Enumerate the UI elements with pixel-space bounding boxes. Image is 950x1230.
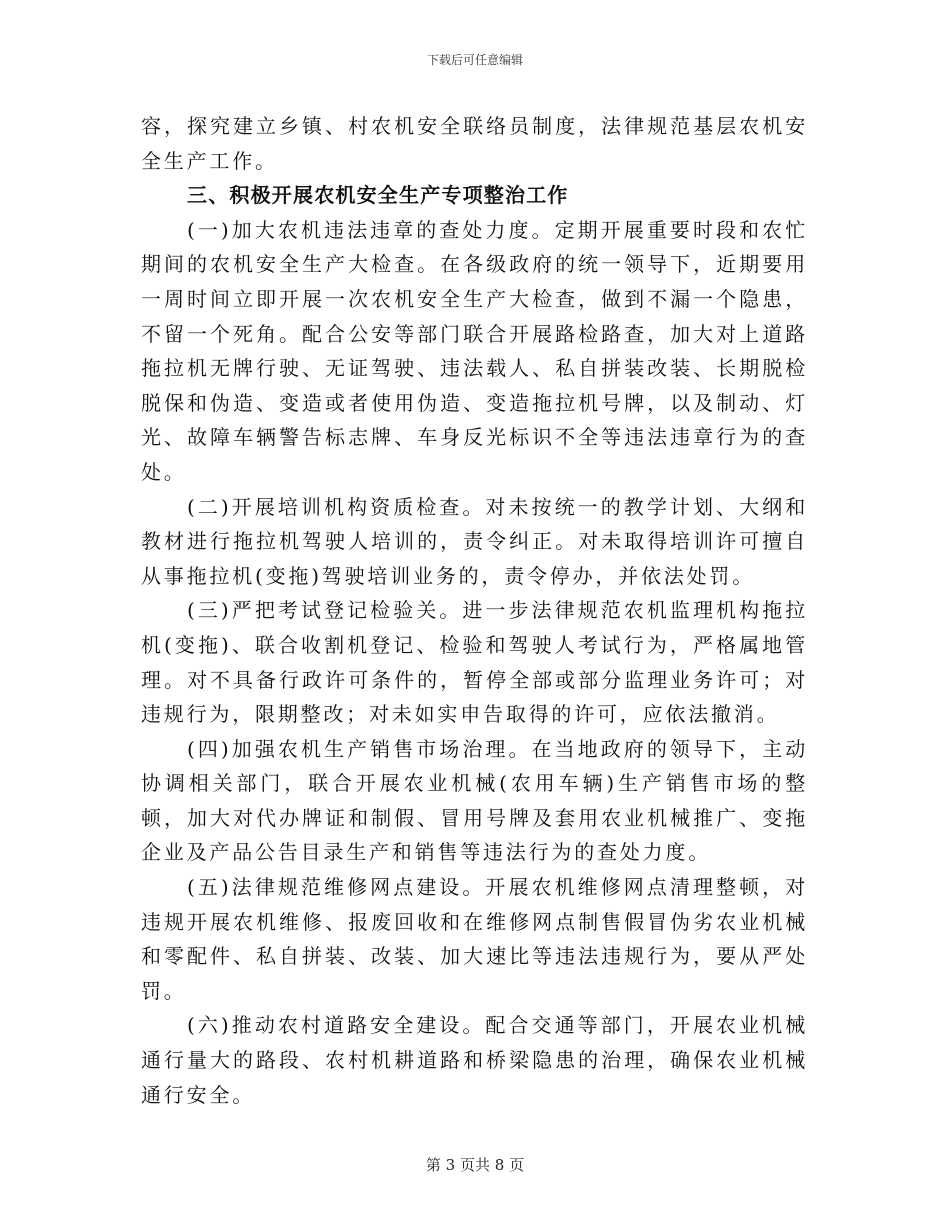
paragraph-3: (三)严把考试登记检验关。进一步法律规范农机监理机构拖拉机(变拖)、联合收割机登记、检验和驾驶人考试行为，严格属地管理。对不具备行政许可条件的，暂停全部或部分监理业务许可；对违规行为，限期整改；对未如实申告取得的许可，应依法撤消。 [141,598,808,727]
section-heading: 三、积极开展农机安全生产专项整治工作 [187,183,569,208]
page-footer [0,1155,950,1175]
document-body [141,109,808,1112]
page-header [0,52,950,68]
paragraph-1: (一)加大农机违法违章的查处力度。定期开展重要时段和农忙期间的农机安全生产大检查。在各级政府的统一领导下，近期要用一周时间立即开展一次农机安全生产大检查，做到不漏一个隐患，不留一个死角。配合公安等部门联合开展路检路查，加大对上道路拖拉机无牌行驶、无证驾驶、违法载人、私自拼装改装、长期脱检脱保和伪造、变造或者使用伪造、变造拖拉机号牌，以及制动、灯光、故障车辆警告标志牌、车身反光标识不全等违法违章行为的查处。 [141,217,808,484]
paragraph-6: (六)推动农村道路安全建设。配合交通等部门，开展农业机械通行量大的路段、农村机耕道路和桥梁隐患的治理，确保农业机械通行安全。 [141,1013,808,1107]
header-note: 下载后可任意编辑 [426,53,523,67]
paragraph-2: (二)开展培训机构资质检查。对未按统一的教学计划、大纲和教材进行拖拉机驾驶人培训的，责令纠正。对未取得培训许可擅自从事拖拉机(变拖)驾驶培训业务的，责令停办，并依法处罚。 [141,494,808,588]
intro-paragraph: 容，探究建立乡镇、村农机安全联络员制度，法律规范基层农机安全生产工作。 [141,114,808,173]
page-number: 第 3 页共 8 页 [425,1156,525,1174]
paragraph-5: (五)法律规范维修网点建设。开展农机维修网点清理整顿，对违规开展农机维修、报废回收和在维修网点制售假冒伪劣农业机械和零配件、私自拼装、改装、加大速比等违法违规行为，要从严处罚。 [141,875,808,1003]
paragraph-4: (四)加强农机生产销售市场治理。在当地政府的领导下，主动协调相关部门，联合开展农业机械(农用车辆)生产销售市场的整顿，加大对代办牌证和制假、冒用号牌及套用农业机械推广、变拖企业及产品公告目录生产和销售等违法行为的查处力度。 [141,736,808,865]
